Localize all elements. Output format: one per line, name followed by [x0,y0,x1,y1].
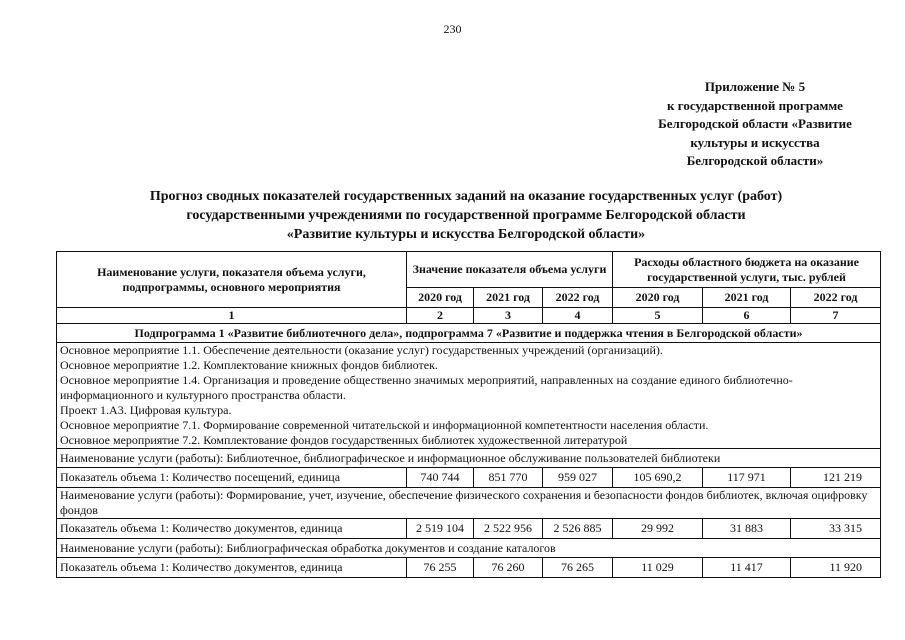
indicator-name: Показатель объема 1: Количество документов, единица [57,519,407,539]
title-line: государственными учреждениями по государственной программе Белгородской области [186,208,746,223]
indicator-value: 740 744 [407,468,474,488]
page-number: 230 [443,22,462,36]
indicator-value: 959 027 [543,468,613,488]
appendix-line: Приложение № 5 [704,79,806,94]
service-row [57,488,881,519]
service-row [57,449,881,468]
forecast-table [56,251,881,578]
header-name-cell: Наименование услуги, показателя объема услуги, подпрограммы, основного мероприятия [57,252,407,308]
service-name: Наименование услуги (работы): Библиографическая обработка документов и создание каталогов [57,539,881,558]
appendix-line: к государственной программе [667,97,843,113]
indicator-value: 76 260 [474,558,543,578]
indicator-row [57,468,881,488]
title-line: Прогноз сводных показателей государственных заданий на оказание государственных услуг (работ) [149,189,783,204]
indicator-value: 851 770 [474,468,543,488]
header-values-cell: Значение показателя объема услуги [407,252,613,288]
header-expenses-cell: Расходы областного бюджета на оказание государственной услуги, тыс. рублей [613,252,881,288]
appendix-line: Белгородской области» [686,153,824,168]
expense-value: 33 315 [791,519,881,539]
service-row [57,539,881,558]
title-line: «Развитие культуры и искусства Белгородской области» [286,227,646,242]
service-name: Наименование услуги (работы): Библиотечное, библиографическое и информационное обслуживание пользователей библиотеки [57,449,881,468]
indicator-row [57,558,881,578]
measure-item: Проект 1.А3. Цифровая культура. [60,403,232,417]
subprogram-row [57,324,881,343]
column-number: 6 [703,308,791,324]
measure-item: Основное мероприятие 7.2. Комплектование фондов государственных библиотек художественной литературой [60,433,628,447]
column-numbers-row [57,308,881,324]
year-cell: 2020 год [613,288,703,308]
measure-item: Основное мероприятие 7.1. Формирование современной читательской и информационной компетентности населения области. [60,418,709,432]
indicator-name: Показатель объема 1: Количество посещений, единица [57,468,407,488]
column-number: 7 [791,308,881,324]
expense-value: 121 219 [791,468,881,488]
document-title [60,187,872,244]
expense-value: 11 417 [703,558,791,578]
indicator-value: 2 522 956 [474,519,543,539]
indicator-value: 2 519 104 [407,519,474,539]
expense-value: 11 029 [613,558,703,578]
measure-item: Основное мероприятие 1.4. Организация и проведение общественно значимых мероприятий, направленных на создание единого библиотечно-информационного и культурного пространства области. [60,373,793,402]
expense-value: 117 971 [703,468,791,488]
column-number: 1 [57,308,407,324]
appendix-line: культуры и искусства [690,134,820,150]
appendix-block [620,78,890,171]
indicator-value: 76 265 [543,558,613,578]
appendix-line: Белгородской области «Развитие [658,116,852,131]
year-cell: 2022 год [791,288,881,308]
service-name: Наименование услуги (работы): Формирование, учет, изучение, обеспечение физического сохранения и безопасности фондов библиотек, включая оцифровку фондов [57,488,881,519]
indicator-row [57,519,881,539]
measure-item: Основное мероприятие 1.1. Обеспечение деятельности (оказание услуг) государственных учреждений (организаций). [60,343,663,357]
year-cell: 2022 год [543,288,613,308]
subprogram-title: Подпрограмма 1 «Развитие библиотечного дела», подпрограмма 7 «Развитие и поддержка чтения в Белгородской области» [57,324,881,343]
column-number: 4 [543,308,613,324]
expense-value: 105 690,2 [613,468,703,488]
header-row [57,252,881,288]
column-number: 5 [613,308,703,324]
column-number: 2 [407,308,474,324]
expense-value: 29 992 [613,519,703,539]
year-cell: 2020 год [407,288,474,308]
expense-value: 11 920 [791,558,881,578]
year-cell: 2021 год [703,288,791,308]
column-number: 3 [474,308,543,324]
measures-row [57,343,881,449]
measure-item: Основное мероприятие 1.2. Комплектование книжных фондов библиотек. [60,358,438,372]
year-cell: 2021 год [474,288,543,308]
measures-cell [57,343,881,449]
expense-value: 31 883 [703,519,791,539]
indicator-value: 76 255 [407,558,474,578]
indicator-name: Показатель объема 1: Количество документов, единица [57,558,407,578]
indicator-value: 2 526 885 [543,519,613,539]
